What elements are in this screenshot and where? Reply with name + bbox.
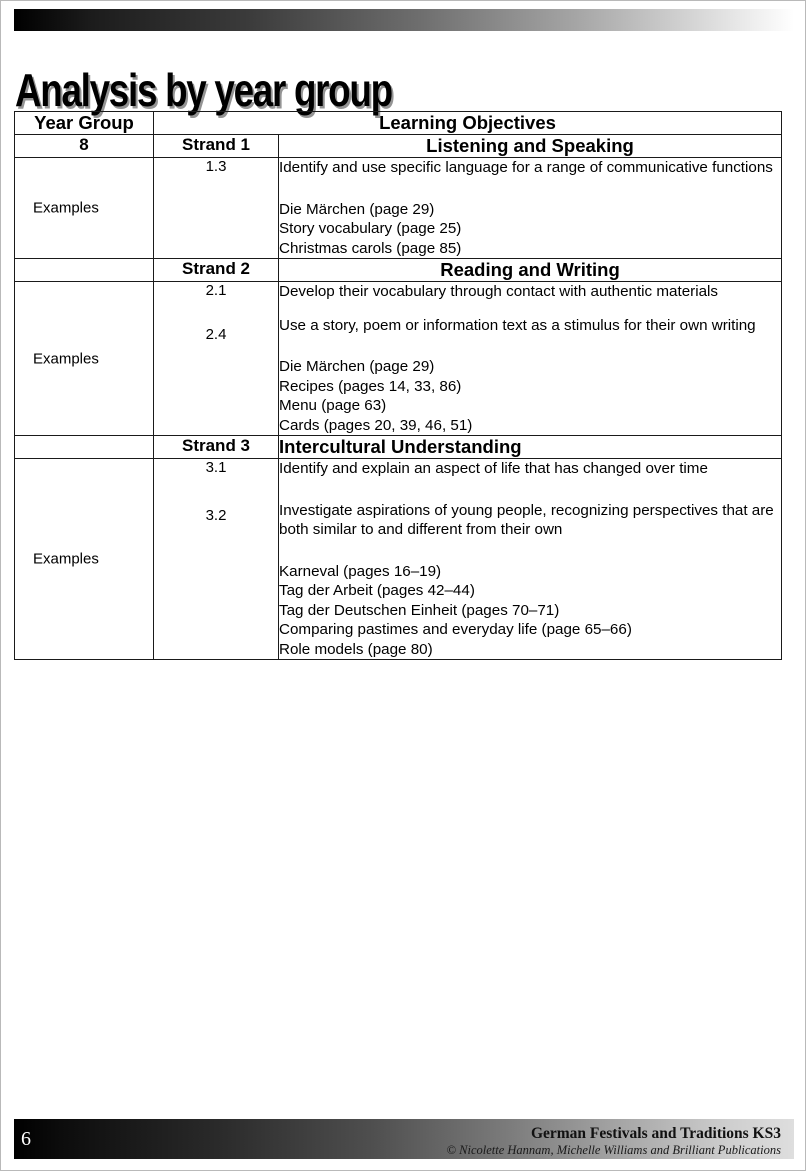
spacer-year-cell	[15, 259, 154, 282]
objective-code: 2.1	[205, 282, 227, 299]
objective-text: Develop their vocabulary through contact with authentic materials	[279, 283, 718, 300]
content-spacer	[279, 302, 781, 316]
example-item: Cards (pages 20, 39, 46, 51)	[279, 416, 473, 434]
examples-label: Examples	[33, 550, 99, 568]
example-item: Recipes (pages 14, 33, 86)	[279, 377, 462, 395]
content-spacer	[279, 178, 781, 200]
strand-3-body-row	[15, 459, 782, 660]
example-item: Christmas carols (page 85)	[279, 239, 462, 257]
footer-book-title: German Festivals and Traditions KS3	[530, 1125, 781, 1142]
example-item: Story vocabulary (page 25)	[279, 220, 462, 237]
strand-2-content-cell	[279, 282, 782, 436]
strand-3-examples-cell	[15, 459, 154, 660]
content-spacer	[279, 540, 781, 562]
examples-label: Examples	[33, 350, 99, 367]
footer-copyright: © Nicolette Hannam, Michelle Williams and Brilliant Publications	[446, 1143, 781, 1157]
objective-code: 3.2	[205, 507, 227, 524]
objective-text: Identify and use specific language for a range of communicative functions	[279, 159, 773, 176]
page-number: 6	[21, 1128, 31, 1150]
strand-2-examples-cell	[15, 282, 154, 436]
page-title: Analysis by year group	[15, 63, 392, 116]
header-learning-objectives: Learning Objectives	[154, 112, 782, 135]
strand-2-header-row	[15, 259, 782, 282]
example-item: Tag der Deutschen Einheit (pages 70–71)	[279, 601, 560, 619]
strand-1-header-row	[15, 135, 782, 158]
analysis-table	[14, 111, 782, 660]
strand-1-body-row	[15, 158, 782, 259]
strand-1-examples-cell	[15, 158, 154, 259]
strand-3-content-cell	[279, 459, 782, 660]
objective-code: 1.3	[205, 158, 227, 175]
strand-1-codes-cell	[154, 158, 279, 259]
objective-text: Use a story, poem or information text as a stimulus for their own writing	[279, 316, 756, 334]
objective-text: Identify and explain an aspect of life that has changed over time	[279, 460, 708, 477]
objective-text: Investigate aspirations of young people, recognizing perspectives that are both similar to and different from their own	[279, 501, 774, 538]
strand-2-title: Reading and Writing	[279, 259, 782, 282]
code-spacer	[154, 300, 278, 326]
strand-3-example-list	[279, 562, 781, 660]
objective-code: 2.4	[205, 326, 227, 343]
content-spacer	[279, 479, 781, 501]
strand-1-example-list	[279, 200, 781, 259]
strand-1-content-cell	[279, 158, 782, 259]
examples-label: Examples	[33, 199, 99, 217]
example-item: Comparing pastimes and everyday life (page 65–66)	[279, 621, 632, 638]
strand-2-example-list	[279, 357, 781, 435]
strand-1-title: Listening and Speaking	[279, 135, 782, 158]
example-item: Karneval (pages 16–19)	[279, 562, 442, 580]
header-year-group: Year Group	[15, 112, 154, 135]
strand-3-title: Intercultural Understanding	[279, 436, 782, 459]
strand-2-label: Strand 2	[154, 259, 279, 282]
table-header-row	[15, 112, 782, 135]
spacer-year-cell	[15, 436, 154, 459]
content-spacer	[279, 335, 781, 357]
strand-3-label: Strand 3	[154, 436, 279, 459]
code-spacer	[154, 477, 278, 507]
objective-code: 3.1	[205, 459, 227, 476]
example-item: Die Märchen (page 29)	[279, 358, 435, 375]
example-item: Die Märchen (page 29)	[279, 200, 435, 218]
example-item: Role models (page 80)	[279, 640, 433, 658]
strand-2-codes-cell	[154, 282, 279, 436]
example-item: Menu (page 63)	[279, 397, 387, 414]
strand-3-header-row	[15, 436, 782, 459]
year-group-value: 8	[15, 135, 154, 158]
strand-3-codes-cell	[154, 459, 279, 660]
strand-1-label: Strand 1	[154, 135, 279, 158]
example-item: Tag der Arbeit (pages 42–44)	[279, 582, 475, 599]
strand-2-body-row	[15, 282, 782, 436]
header-gradient-bar	[14, 9, 794, 31]
